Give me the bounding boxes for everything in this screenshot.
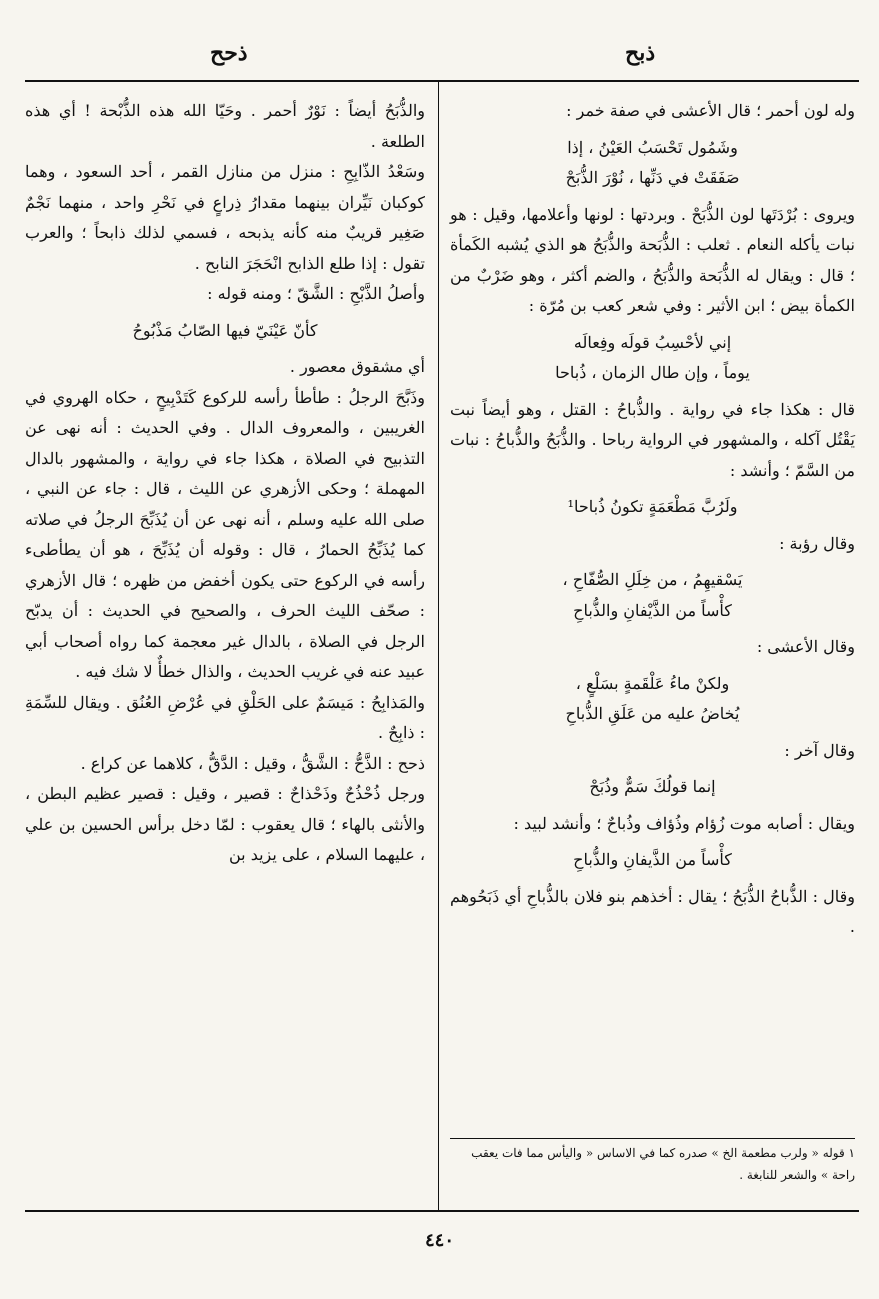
verse-line: كأْساً من الذَّيفانِ والذُّباحِ — [573, 850, 732, 869]
verse — [25, 316, 425, 347]
paragraph: وسَعْدُ الذّابِحِ : منزل من منازل القمر ، أحد السعود ، وهما كوكبان نَيِّران بينهما مقدارُ ذِراعٍ في نَحْرِ واحد ، منهما نَجْمٌ صَغِير قريبٌ منه كأنه يذبحه ، فسمي لذلك ذابحاً ؛ والعرب تقول : إذا طلع الذابح انْحَجَرَ النابح . — [25, 162, 425, 273]
paragraph: وقال رؤبة : — [779, 533, 855, 553]
paragraph: ورجل ذُحْذُحٌ وذَحْذاحٌ : قصير ، وقيل : قصير عظيم البطن ، والأنثى بالهاء ؛ قال يعقوب : لمّا دخل برأس الحسين بن علي ، عليهما السلام ، على يزيد بن — [25, 784, 426, 864]
verse-line: يَسْقيهِمُ ، من خِلَلِ الصُّفّاحِ ، — [562, 570, 743, 589]
verse — [450, 328, 855, 389]
verse-line: ولكنْ ماءُ عَلْقَمةٍ بسَلْعٍ ، — [575, 673, 730, 693]
right-column — [450, 96, 855, 943]
footer-rule — [25, 1210, 859, 1212]
verse — [450, 845, 855, 876]
verse-line: إنما قولُكَ سَمٌّ وذُبَحْ — [589, 777, 716, 796]
verse — [450, 669, 855, 730]
page-number: ٤٤٠ — [424, 1230, 454, 1251]
paragraph: وقال الأعشى : — [756, 637, 855, 656]
right-header-word: ذبح — [625, 40, 656, 66]
verse-line: وشَمُول تَحْسَبُ العَيْنُ ، إذا — [567, 137, 738, 157]
verse-line: يُخاضُ عليه من عَلَقِ الذُّباحِ — [565, 704, 740, 723]
paragraph: قال : هكذا جاء في رواية . والذُّباحُ : القتل ، وهو أيضاً نبت يَقْتُل آكله ، والمشهور في الرواية رباحا . والذُّبَحُ والذُّباحُ : نبات من السَّمّ ؛ وأنشد : — [450, 399, 855, 480]
verse — [450, 772, 855, 803]
verse-line: صَفَقَتْ في دَنِّها ، نُوْرَ الذُّبَحْ — [565, 168, 740, 187]
paragraph: والذُّبَحُ أيضاً : نَوْرٌ أحمر . وحَيّا الله هذه الذُّبْحة ! أي هذه الطلعة . — [25, 101, 425, 151]
footnote: ١ قوله « ولرب مطعمة الخ » صدره كما في الاساس « واليأس مما فات يعقب راحة » والشعر للنابغة . — [471, 1146, 855, 1182]
verse-line: إني لأحْسِبُ قولَه وفِعالَه — [573, 332, 732, 352]
header-rule — [25, 80, 859, 82]
paragraph: وقال آخر : — [784, 740, 855, 760]
left-column — [25, 96, 425, 871]
paragraph: ويروى : بُرْدَتَها لون الذُّبَحْ . وبردتها : لونها وأعلامها، وقيل : هو نبات يأكله النعام . ثعلب : الذُّبَحة والذُّبَحُ هو الذي يُشبه الكَمأة ؛ قال : ويقال له الذُّبَحة والذُّبَحُ ، والضم أكثر ، وهو ضَرْبٌ من الكمأة بيض ؛ ابن الأثير : وفي شعر كعب بن مُرّة : — [450, 204, 856, 315]
paragraph: أي مشقوق معصور . — [289, 357, 425, 376]
paragraph: والمَذابِحُ : مَيسَمٌ على الحَلْقِ في عُرْضِ العُنُق . ويقال للسِّمَةِ : ذابِحٌ . — [25, 692, 425, 742]
verse-line: يوماً ، وإن طال الزمان ، ذُباحا — [555, 363, 750, 382]
paragraph: وذَبَّحَ الرجلُ : طأطأ رأسه للركوع كَتَدْبِيحٍ ، حكاه الهروي في الغريبين ، والمعروف الدال . وفي الحديث : أنه نهى عن التذبيح في الصلاة ، هكذا جاء في رواية ، والمشهور بالدال المهملة ؛ وحكى الأزهري عن الليث ، قال : جاء عن النبي ، صلى الله عليه وسلم ، أنه نهى عن أن يُذَبِّحَ الرجلُ في صلاته كما يُذَبِّحُ الحمارُ ، قال : وقوله أن يُذَبِّحَ ، هو أن يطأطىء رأسه في الركوع حتى يكون أخفض من ظهره ؛ قال الأزهري : صحّف الليث الحرف ، والصحيح في الحديث : أن يدبّح الرجل في الصلاة ، بالدال غير معجمة كما رواه أصحاب أبي عبيد عنه في غريب الحديث ، والذال خطأٌ لا شك فيه . — [25, 387, 425, 681]
paragraph: ذحح : الذَّحُّ : الشَّقُّ ، وقيل : الدَّقُّ ، كلاهما عن كراع . — [80, 753, 425, 773]
verse — [450, 565, 855, 626]
verse-line: ولَرُبَّ مَطْعَمَةٍ تكونُ ذُباحا¹ — [567, 497, 738, 516]
left-header-word: ذحح — [210, 40, 248, 66]
paragraph: ويقال : أصابه موت زُؤام وذُؤاف وذُباحٌ ؛ وأنشد لبيد : — [513, 813, 855, 833]
paragraph: وأصلُ الذَّبْحِ : الشَّقّ ؛ ومنه قوله : — [207, 284, 425, 303]
paragraph: وله لون أحمر ؛ قال الأعشى في صفة خمر : — [566, 101, 855, 120]
column-divider — [438, 82, 439, 1210]
paragraph: وقال : الذُّباحُ الذُّبَحُ ؛ يقال : أخذهم بنو فلان بالذُّباحِ أي ذَبَحُوهم . — [450, 886, 855, 936]
verse — [450, 133, 855, 194]
verse-line: كأْساً من الذَّيْفانِ والذُّباحِ — [573, 600, 732, 620]
verse-line: كأنّ عَيْنَيّ فيها الصّابُ مَذْبُوحُ — [132, 320, 318, 340]
footnote-rule — [450, 1138, 855, 1139]
verse — [450, 492, 855, 523]
